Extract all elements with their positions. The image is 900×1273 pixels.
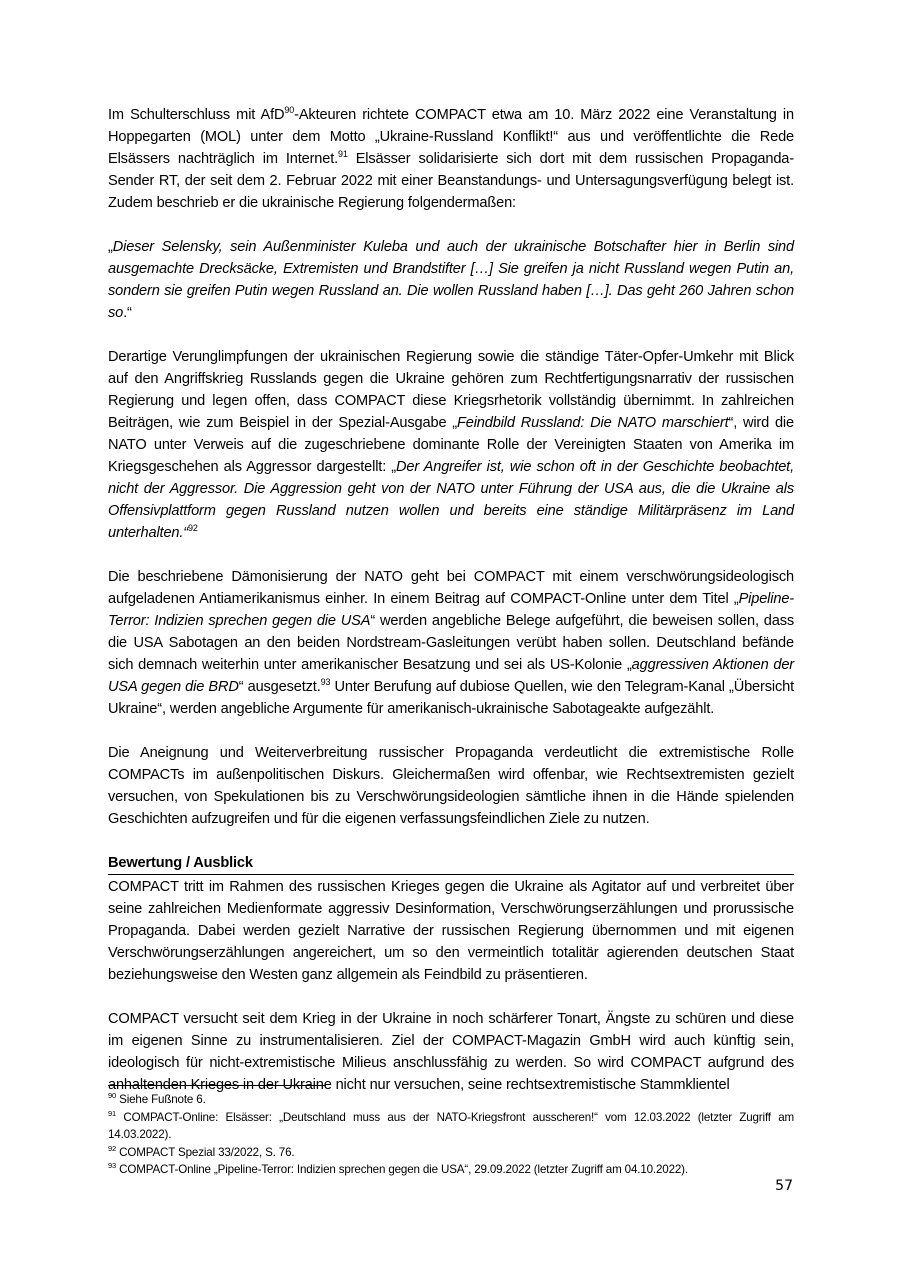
footnote-number: 90 — [108, 1091, 117, 1101]
text: „ — [108, 239, 113, 255]
text: “, wird die NATO unter Verweis auf die zugeschriebene dominante Rolle der Vereinigten Staaten von Amerika im Kriegsgeschehen als Aggressor dargestellt: „ — [108, 415, 794, 475]
page-body — [108, 104, 794, 1096]
paragraph-6: COMPACT tritt im Rahmen des russischen Krieges gegen die Ukraine als Agitator auf und verbreitet über seine zahlreichen Medienformate aggressiv Desinformation, Verschwörungserzählungen und prorussische Propaganda. Dabei werden gezielt Narrative der russischen Regierung übernommen und mit eigenen Verschwörungserzählungen angereichert, um so den vermeintlich totalitär agierenden deutschen Staat beziehungsweise den Westen ganz allgemein als Feindbild zu präsentieren. — [108, 879, 794, 983]
footnote-ref-90[interactable]: 90 — [284, 105, 295, 116]
text: .“ — [123, 305, 132, 321]
footnote-divider — [108, 1085, 326, 1086]
quote-paragraph — [108, 236, 794, 324]
paragraph-3 — [108, 346, 794, 544]
text: Die beschriebene Dämonisierung der NATO geht bei COMPACT mit einem verschwörungsideologisch aufgeladenen Antiamerikanismus einher. In einem Beitrag auf COMPACT-Online unter dem Titel „ — [108, 569, 794, 607]
footnote-number: 91 — [108, 1108, 117, 1118]
article-title: Pipeline-Terror: Indizien sprechen gegen die USA — [108, 591, 794, 629]
footnote-ref-92[interactable]: 92 — [188, 523, 198, 534]
paragraph-7: COMPACT versucht seit dem Krieg in der Ukraine in noch schärferer Tonart, Ängste zu schüren und diese im eigenen Sinne zu instrumentalisieren. Ziel der COMPACT-Magazin GmbH wird auch künftig sein, ideologisch für nicht-extremistische Milieus anschlussfähig zu werden. So wird COMPACT aufgrund des anhaltenden Krieges in der Ukraine nicht nur versuchen, seine rechtsextremistische Stammklientel — [108, 1011, 794, 1093]
footnote-number: 92 — [108, 1143, 117, 1153]
paragraph-4 — [108, 566, 794, 720]
paragraph-5: Die Aneignung und Weiterverbreitung russischer Propaganda verdeutlicht die extremistische Rolle COMPACTs im außenpolitischen Diskurs. Gleichermaßen wird offenbar, wie Rechtsextremisten gezielt versuchen, von Spekulationen bis zu Verschwörungsideologien sämtliche ihnen in die Hände spielenden Geschichten aufzugreifen und für die eigenen verfassungsfeindlichen Ziele zu nutzen. — [108, 745, 794, 827]
text: “ ausgesetzt. — [238, 679, 321, 695]
footnote-text: COMPACT-Online: Elsässer: „Deutschland muss aus der NATO-Kriegsfront ausscheren!“ vom 12.03.2022 (letzter Zugriff am 14.03.2022). — [108, 1110, 794, 1141]
quote-text: aggressiven Aktionen der USA gegen die BRD — [108, 657, 794, 695]
footnote-93 — [108, 1161, 794, 1179]
footnotes — [108, 1091, 794, 1179]
footnote-90 — [108, 1091, 794, 1109]
footnote-number: 93 — [108, 1161, 117, 1171]
footnote-ref-93[interactable]: 93 — [320, 677, 331, 688]
paragraph-1 — [108, 104, 794, 214]
footnote-text: Siehe Fußnote 6. — [116, 1093, 206, 1106]
footnote-91 — [108, 1109, 794, 1144]
footnote-text: COMPACT-Online „Pipeline-Terror: Indizien sprechen gegen die USA“, 29.09.2022 (letzter Zugriff am 04.10.2022). — [116, 1163, 688, 1176]
text: -Akteuren richtete COMPACT etwa am 10. März 2022 eine Veranstaltung in Hoppegarten (MOL) unter dem Motto „Ukraine-Russland Konflikt!“ aus und veröffentlichte die Rede Elsässers nachträglich im Internet. — [108, 107, 794, 167]
text: Unter Berufung auf dubiose Quellen, wie den Telegram-Kanal „Übersicht Ukraine“, werden angebliche Argumente für amerikanisch-ukrainische Sabotageakte aufgezählt. — [108, 679, 794, 717]
footnote-text: COMPACT Spezial 33/2022, S. 76. — [116, 1145, 295, 1159]
footnote-ref-91[interactable]: 91 — [338, 149, 348, 160]
page-number: 57 — [775, 1178, 793, 1194]
text: Im Schulterschluss mit AfD — [108, 107, 285, 123]
publication-title: Feindbild Russland: Die NATO marschiert — [456, 415, 729, 431]
text: “ werden angebliche Belege aufgeführt, die beweisen sollen, dass die USA Sabotagen an den beiden Nordstream-Gasleitungen verübt haben sollen. Deutschland befände sich demnach weiterhin unter amerikanischer Besatzung und sei als US-Kolonie „ — [108, 613, 794, 673]
footnote-92 — [108, 1144, 794, 1162]
quote-text: Dieser Selensky, sein Außenminister Kuleba und auch der ukrainische Botschafter hier in Berlin sind ausgemachte Drecksäcke, Extremisten und Brandstifter […] Sie greifen ja nicht Russland wegen Putin an, sondern sie greifen Putin wegen Russland an. Die wollen Russland haben […]. Das geht 260 Jahren schon so — [108, 239, 794, 321]
quote-text: Der Angreifer ist, wie schon oft in der Geschichte beobachtet, nicht der Aggressor. Die Aggression geht von der NATO unter Führung der USA aus, die die Ukraine als Offensivplattform gegen Russland nutzen wollen und bereits eine ständige Militärpräsenz im Land unterhalten.“ — [108, 459, 794, 541]
text: Derartige Verunglimpfungen der ukrainischen Regierung sowie die ständige Täter-Opfer-Umkehr mit Blick auf den Angriffskrieg Russlands gegen die Ukraine gehören zum Rechtfertigungsnarrativ der russischen Regierung und legen offen, dass COMPACT diese Kriegsrhetorik vollständig übernimmt. In zahlreichen Beiträgen, wie zum Beispiel in der Spezial-Ausgabe „ — [108, 349, 794, 431]
section-heading: Bewertung / Ausblick — [108, 852, 794, 875]
text: Elsässer solidarisierte sich dort mit dem russischen Propaganda-Sender RT, der seit dem 2. Februar 2022 mit einer Beanstandungs- und Untersagungsverfügung belegt ist. Zudem beschrieb er die ukrainische Regierung folgendermaßen: — [108, 151, 794, 211]
